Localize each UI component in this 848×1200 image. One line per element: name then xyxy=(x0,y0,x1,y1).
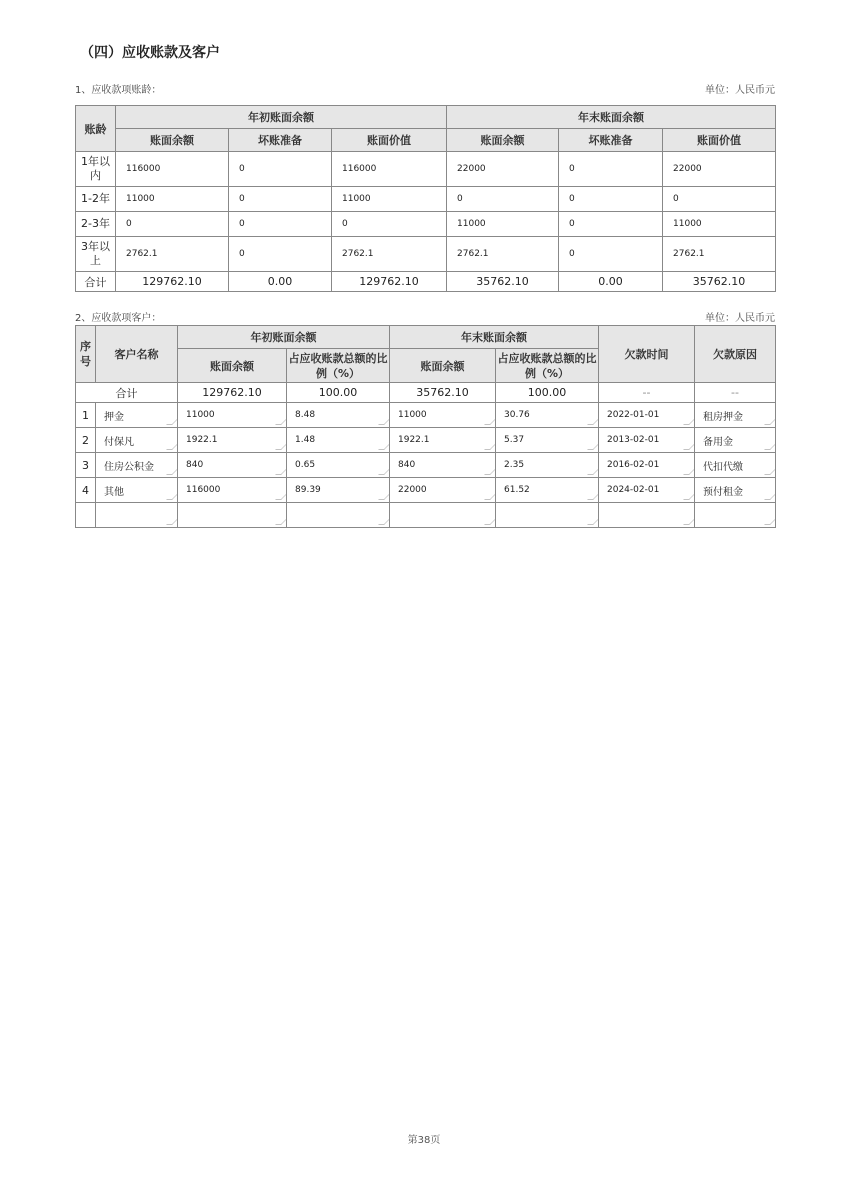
customers-name-header: 客户名称 xyxy=(96,326,178,383)
aging-subheader: 账面余额 xyxy=(447,129,559,152)
aging-cell: 0 xyxy=(447,187,559,212)
customers-caption-row xyxy=(75,309,775,324)
aging-total-cell: 0.00 xyxy=(559,272,663,292)
customers-reason-cell[interactable]: 备用金 xyxy=(695,428,776,453)
aging-row xyxy=(76,237,776,272)
customers-end-balance-cell[interactable]: 840 xyxy=(390,453,496,478)
customers-total-cell: -- xyxy=(695,383,776,403)
customers-total-row xyxy=(76,383,776,403)
customers-begin-ratio-cell[interactable]: 8.48 xyxy=(287,403,390,428)
customers-begin-balance-cell[interactable]: 1922.1 xyxy=(178,428,287,453)
customers-name-cell[interactable]: 其他 xyxy=(96,478,178,503)
customers-seq-cell: 1 xyxy=(76,403,96,428)
customers-due-date-cell[interactable]: 2024-02-01 xyxy=(599,478,695,503)
aging-cell: 22000 xyxy=(447,152,559,187)
aging-total-cell: 129762.10 xyxy=(332,272,447,292)
customers-table xyxy=(75,325,776,528)
aging-cell: 0 xyxy=(229,152,332,187)
customers-begin-ratio-cell[interactable]: 1.48 xyxy=(287,428,390,453)
customers-end-ratio-cell[interactable]: 5.37 xyxy=(496,428,599,453)
aging-caption-row xyxy=(75,81,775,96)
aging-cell: 11000 xyxy=(447,212,559,237)
customers-total-cell: 35762.10 xyxy=(390,383,496,403)
customers-end-ratio-cell[interactable]: 61.52 xyxy=(496,478,599,503)
customers-row xyxy=(76,403,776,428)
aging-cell: 11000 xyxy=(663,212,776,237)
customers-end-ratio-cell[interactable]: 30.76 xyxy=(496,403,599,428)
customers-begin-ratio-header: 占应收账款总额的比例（%） xyxy=(287,349,390,383)
aging-cell: 0 xyxy=(559,152,663,187)
aging-row-label: 1年以内 xyxy=(76,152,116,187)
aging-row-label: 3年以上 xyxy=(76,237,116,272)
aging-cell: 0 xyxy=(229,212,332,237)
customers-row xyxy=(76,428,776,453)
customers-total-cell: 129762.10 xyxy=(178,383,287,403)
customers-end-balance-header: 账面余额 xyxy=(390,349,496,383)
aging-subheader: 坏账准备 xyxy=(559,129,663,152)
customers-end-balance-cell[interactable]: 22000 xyxy=(390,478,496,503)
customers-end-group-header: 年末账面余额 xyxy=(390,326,599,349)
aging-total-label: 合计 xyxy=(76,272,116,292)
customers-seq-cell xyxy=(76,503,96,528)
aging-cell: 2762.1 xyxy=(663,237,776,272)
aging-cell: 0 xyxy=(559,187,663,212)
aging-begin-group-header: 年初账面余额 xyxy=(116,106,447,129)
customers-begin-balance-header: 账面余额 xyxy=(178,349,287,383)
aging-total-row xyxy=(76,272,776,292)
customers-total-cell: 100.00 xyxy=(287,383,390,403)
customers-empty-row xyxy=(76,503,776,528)
section-title: （四）应收账款及客户 xyxy=(80,45,220,61)
aging-total-cell: 129762.10 xyxy=(116,272,229,292)
customers-reason-cell[interactable]: 租房押金 xyxy=(695,403,776,428)
customers-unit: 单位：人民币元 xyxy=(705,313,775,324)
aging-subheader: 账面价值 xyxy=(663,129,776,152)
aging-cell: 0 xyxy=(332,212,447,237)
customers-header-row-1 xyxy=(76,326,776,349)
aging-row xyxy=(76,187,776,212)
customers-caption: 2、应收款项客户： xyxy=(75,313,162,324)
customers-reason-header: 欠款原因 xyxy=(695,326,776,383)
aging-cell: 116000 xyxy=(332,152,447,187)
customers-due-date-cell[interactable]: 2016-02-01 xyxy=(599,453,695,478)
aging-subheader: 坏账准备 xyxy=(229,129,332,152)
aging-cell: 22000 xyxy=(663,152,776,187)
customers-begin-balance-cell[interactable]: 11000 xyxy=(178,403,287,428)
customers-seq-header: 序号 xyxy=(76,326,96,383)
customers-begin-ratio-cell[interactable] xyxy=(287,503,390,528)
aging-row xyxy=(76,152,776,187)
customers-end-balance-cell[interactable]: 11000 xyxy=(390,403,496,428)
customers-begin-balance-cell[interactable]: 840 xyxy=(178,453,287,478)
customers-begin-ratio-cell[interactable]: 89.39 xyxy=(287,478,390,503)
aging-cell: 0 xyxy=(229,187,332,212)
aging-subheader: 账面余额 xyxy=(116,129,229,152)
customers-due-date-cell[interactable] xyxy=(599,503,695,528)
customers-seq-cell: 3 xyxy=(76,453,96,478)
aging-row-label: 1-2年 xyxy=(76,187,116,212)
customers-due-date-header: 欠款时间 xyxy=(599,326,695,383)
aging-unit: 单位：人民币元 xyxy=(705,85,775,96)
aging-table xyxy=(75,105,776,292)
aging-cell: 11000 xyxy=(116,187,229,212)
aging-row-label: 2-3年 xyxy=(76,212,116,237)
aging-cell: 0 xyxy=(663,187,776,212)
customers-due-date-cell[interactable]: 2013-02-01 xyxy=(599,428,695,453)
customers-name-cell[interactable]: 住房公积金 xyxy=(96,453,178,478)
aging-cell: 0 xyxy=(229,237,332,272)
aging-total-cell: 35762.10 xyxy=(663,272,776,292)
aging-total-cell: 35762.10 xyxy=(447,272,559,292)
aging-subheader: 账面价值 xyxy=(332,129,447,152)
customers-name-cell[interactable]: 付保凡 xyxy=(96,428,178,453)
aging-caption: 1、应收款项账龄： xyxy=(75,85,162,96)
aging-cell: 0 xyxy=(559,237,663,272)
customers-end-ratio-cell[interactable] xyxy=(496,503,599,528)
aging-cell: 0 xyxy=(559,212,663,237)
customers-total-label: 合计 xyxy=(76,383,178,403)
aging-total-cell: 0.00 xyxy=(229,272,332,292)
customers-end-ratio-cell[interactable]: 2.35 xyxy=(496,453,599,478)
customers-total-cell: 100.00 xyxy=(496,383,599,403)
aging-header-row-2 xyxy=(76,129,776,152)
customers-due-date-cell[interactable]: 2022-01-01 xyxy=(599,403,695,428)
aging-cell: 116000 xyxy=(116,152,229,187)
customers-begin-group-header: 年初账面余额 xyxy=(178,326,390,349)
customers-reason-cell[interactable]: 代扣代缴 xyxy=(695,453,776,478)
aging-row xyxy=(76,212,776,237)
customers-name-cell[interactable] xyxy=(96,503,178,528)
customers-seq-cell: 4 xyxy=(76,478,96,503)
customers-end-balance-cell[interactable] xyxy=(390,503,496,528)
aging-cell: 11000 xyxy=(332,187,447,212)
aging-cell: 2762.1 xyxy=(332,237,447,272)
customers-row xyxy=(76,478,776,503)
aging-age-header: 账龄 xyxy=(76,106,116,152)
aging-cell: 2762.1 xyxy=(447,237,559,272)
customers-begin-balance-cell[interactable] xyxy=(178,503,287,528)
customers-reason-cell[interactable]: 预付租金 xyxy=(695,478,776,503)
customers-row xyxy=(76,453,776,478)
customers-name-cell[interactable]: 押金 xyxy=(96,403,178,428)
customers-begin-balance-cell[interactable]: 116000 xyxy=(178,478,287,503)
customers-total-cell: -- xyxy=(599,383,695,403)
page-number: 第38页 xyxy=(407,1135,441,1146)
aging-header-row-1 xyxy=(76,106,776,129)
aging-end-group-header: 年末账面余额 xyxy=(447,106,776,129)
customers-begin-ratio-cell[interactable]: 0.65 xyxy=(287,453,390,478)
customers-end-ratio-header: 占应收账款总额的比例（%） xyxy=(496,349,599,383)
aging-cell: 2762.1 xyxy=(116,237,229,272)
customers-reason-cell[interactable] xyxy=(695,503,776,528)
customers-end-balance-cell[interactable]: 1922.1 xyxy=(390,428,496,453)
customers-seq-cell: 2 xyxy=(76,428,96,453)
aging-cell: 0 xyxy=(116,212,229,237)
